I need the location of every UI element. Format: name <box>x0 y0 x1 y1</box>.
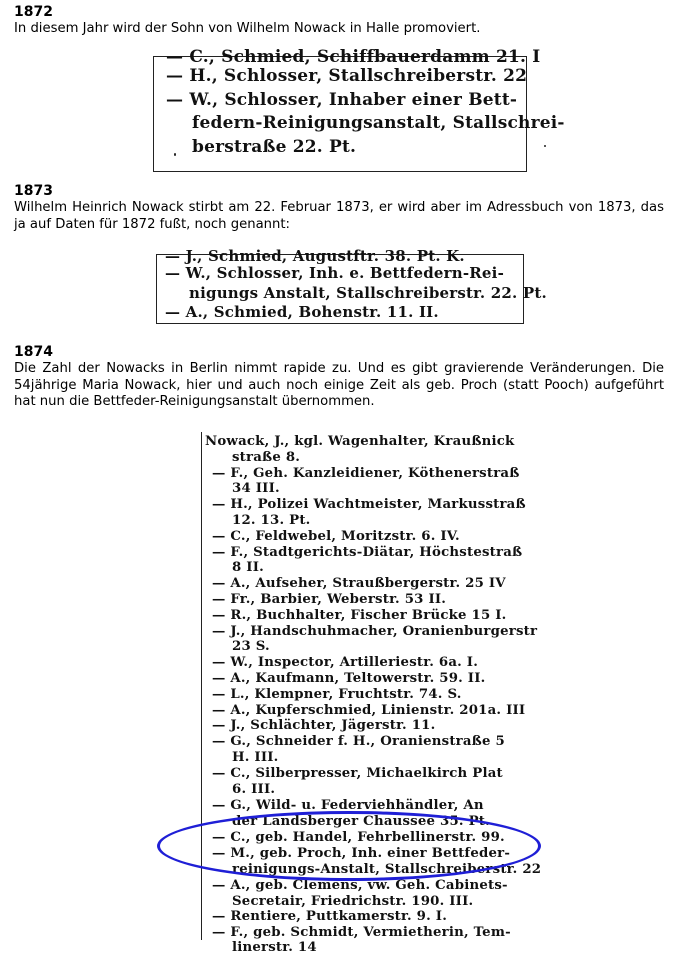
scan-line: 34 III. <box>232 481 280 496</box>
scan-noise <box>544 145 546 147</box>
scan-line: H. III. <box>232 750 279 765</box>
scan-line: — H., Polizei Wachtmeister, Markusstraß <box>212 497 526 512</box>
scan-line: linerstr. 14 <box>232 940 317 955</box>
scan-line: — J., Handschuhmacher, Oranienburgerstr <box>212 624 538 639</box>
scan-line: — G., Schneider f. H., Oranienstraße 5 <box>212 734 505 749</box>
scan-excerpt-1872 <box>153 47 565 172</box>
scan-line: — A., Schmied, Bohenstr. 11. II. <box>165 303 439 321</box>
scan-line: reinigungs-Anstalt, Stallschreiberstr. 22 <box>232 862 542 877</box>
scan-line: — J., Schmied, Augustftr. 38. Pt. K. <box>165 247 465 265</box>
scan-line: — L., Klempner, Fruchtstr. 74. S. <box>212 687 462 702</box>
scan-excerpt-1873 <box>156 247 547 324</box>
scan-line: — Rentiere, Puttkamerstr. 9. I. <box>212 909 448 924</box>
scan-line: — M., geb. Proch, Inh. einer Bettfeder- <box>212 846 511 861</box>
scan-line: — C., Feldwebel, Moritzstr. 6. IV. <box>212 529 460 544</box>
scan-line: 6. III. <box>232 782 276 797</box>
scan-line: — R., Buchhalter, Fischer Brücke 15 I. <box>212 608 507 623</box>
scan-line: Secretair, Friedrichstr. 190. III. <box>232 894 474 909</box>
scan-line: der Landsberger Chaussee 35. Pt. <box>232 814 490 829</box>
scan-line: — Fr., Barbier, Weberstr. 53 II. <box>212 592 447 607</box>
scan-line: — A., Kupferschmied, Linienstr. 201a. III <box>212 703 526 718</box>
year-heading-1873: 1873 <box>14 183 53 199</box>
scan-line: — W., Schlosser, Inhaber einer Bett- <box>166 90 518 110</box>
scan-line: 23 S. <box>232 639 270 654</box>
scan-line: — A., geb. Clemens, vw. Geh. Cabinets- <box>212 878 508 893</box>
scan-line: Nowack, J., kgl. Wagenhalter, Kraußnick <box>205 434 515 449</box>
scan-line: — J., Schlächter, Jägerstr. 11. <box>212 718 436 733</box>
scan-noise <box>174 153 176 156</box>
scan-line: 12. 13. Pt. <box>232 513 311 528</box>
scan-line: nigungs Anstalt, Stallschreiberstr. 22. Pt. <box>189 284 547 302</box>
scan-line: — W., Inspector, Artilleriestr. 6a. I. <box>212 655 479 670</box>
scan-line: 8 II. <box>232 560 264 575</box>
paragraph-1872: In diesem Jahr wird der Sohn von Wilhelm Nowack in Halle promoviert. <box>14 21 481 36</box>
scan-line: — A., Aufseher, Straußbergerstr. 25 IV <box>212 576 506 591</box>
scan-line: — G., Wild- u. Federviehhändler, An <box>212 798 484 813</box>
scan-line: — F., geb. Schmidt, Vermietherin, Tem- <box>212 925 511 940</box>
year-heading-1874: 1874 <box>14 344 53 360</box>
highlight-ellipse <box>157 811 541 881</box>
scan-line: — F., Geh. Kanzleidiener, Köthenerstraß <box>212 466 520 481</box>
scan-line: — C., Schmied, Schiffbauerdamm 21. I <box>166 47 541 67</box>
paragraph-1873: Wilhelm Heinrich Nowack stirbt am 22. Februar 1873, er wird aber im Adressbuch von 1873, das ja auf Daten für 1872 fußt, noch genannt: <box>14 200 664 232</box>
scan-line: straße 8. <box>232 450 301 465</box>
scan-line: — A., Kaufmann, Teltowerstr. 59. II. <box>212 671 486 686</box>
scan-line: federn-Reinigungsanstalt, Stallschrei- <box>192 113 565 133</box>
year-heading-1872: 1872 <box>14 4 53 20</box>
scan-line: — H., Schlosser, Stallschreiberstr. 22 <box>166 66 528 86</box>
paragraph-1874: Die Zahl der Nowacks in Berlin nimmt rapide zu. Und es gibt gravierende Veränderungen. Die 54jährige Maria Nowack, hier und auch noch einige Zeit als geb. Proch (statt Pooch) aufgeführt hat nun die Bettfeder-Reinigungsanstalt übernommen. <box>14 361 664 409</box>
scan-line: berstraße 22. Pt. <box>192 137 357 157</box>
scan-line: — C., Silberpresser, Michaelkirch Plat <box>212 766 503 781</box>
scan-line: — F., Stadtgerichts-Diätar, Höchstestraß <box>212 545 523 560</box>
scan-line: — W., Schlosser, Inh. e. Bettfedern-Rei- <box>165 264 504 282</box>
scan-line: — C., geb. Handel, Fehrbellinerstr. 99. <box>212 830 505 845</box>
